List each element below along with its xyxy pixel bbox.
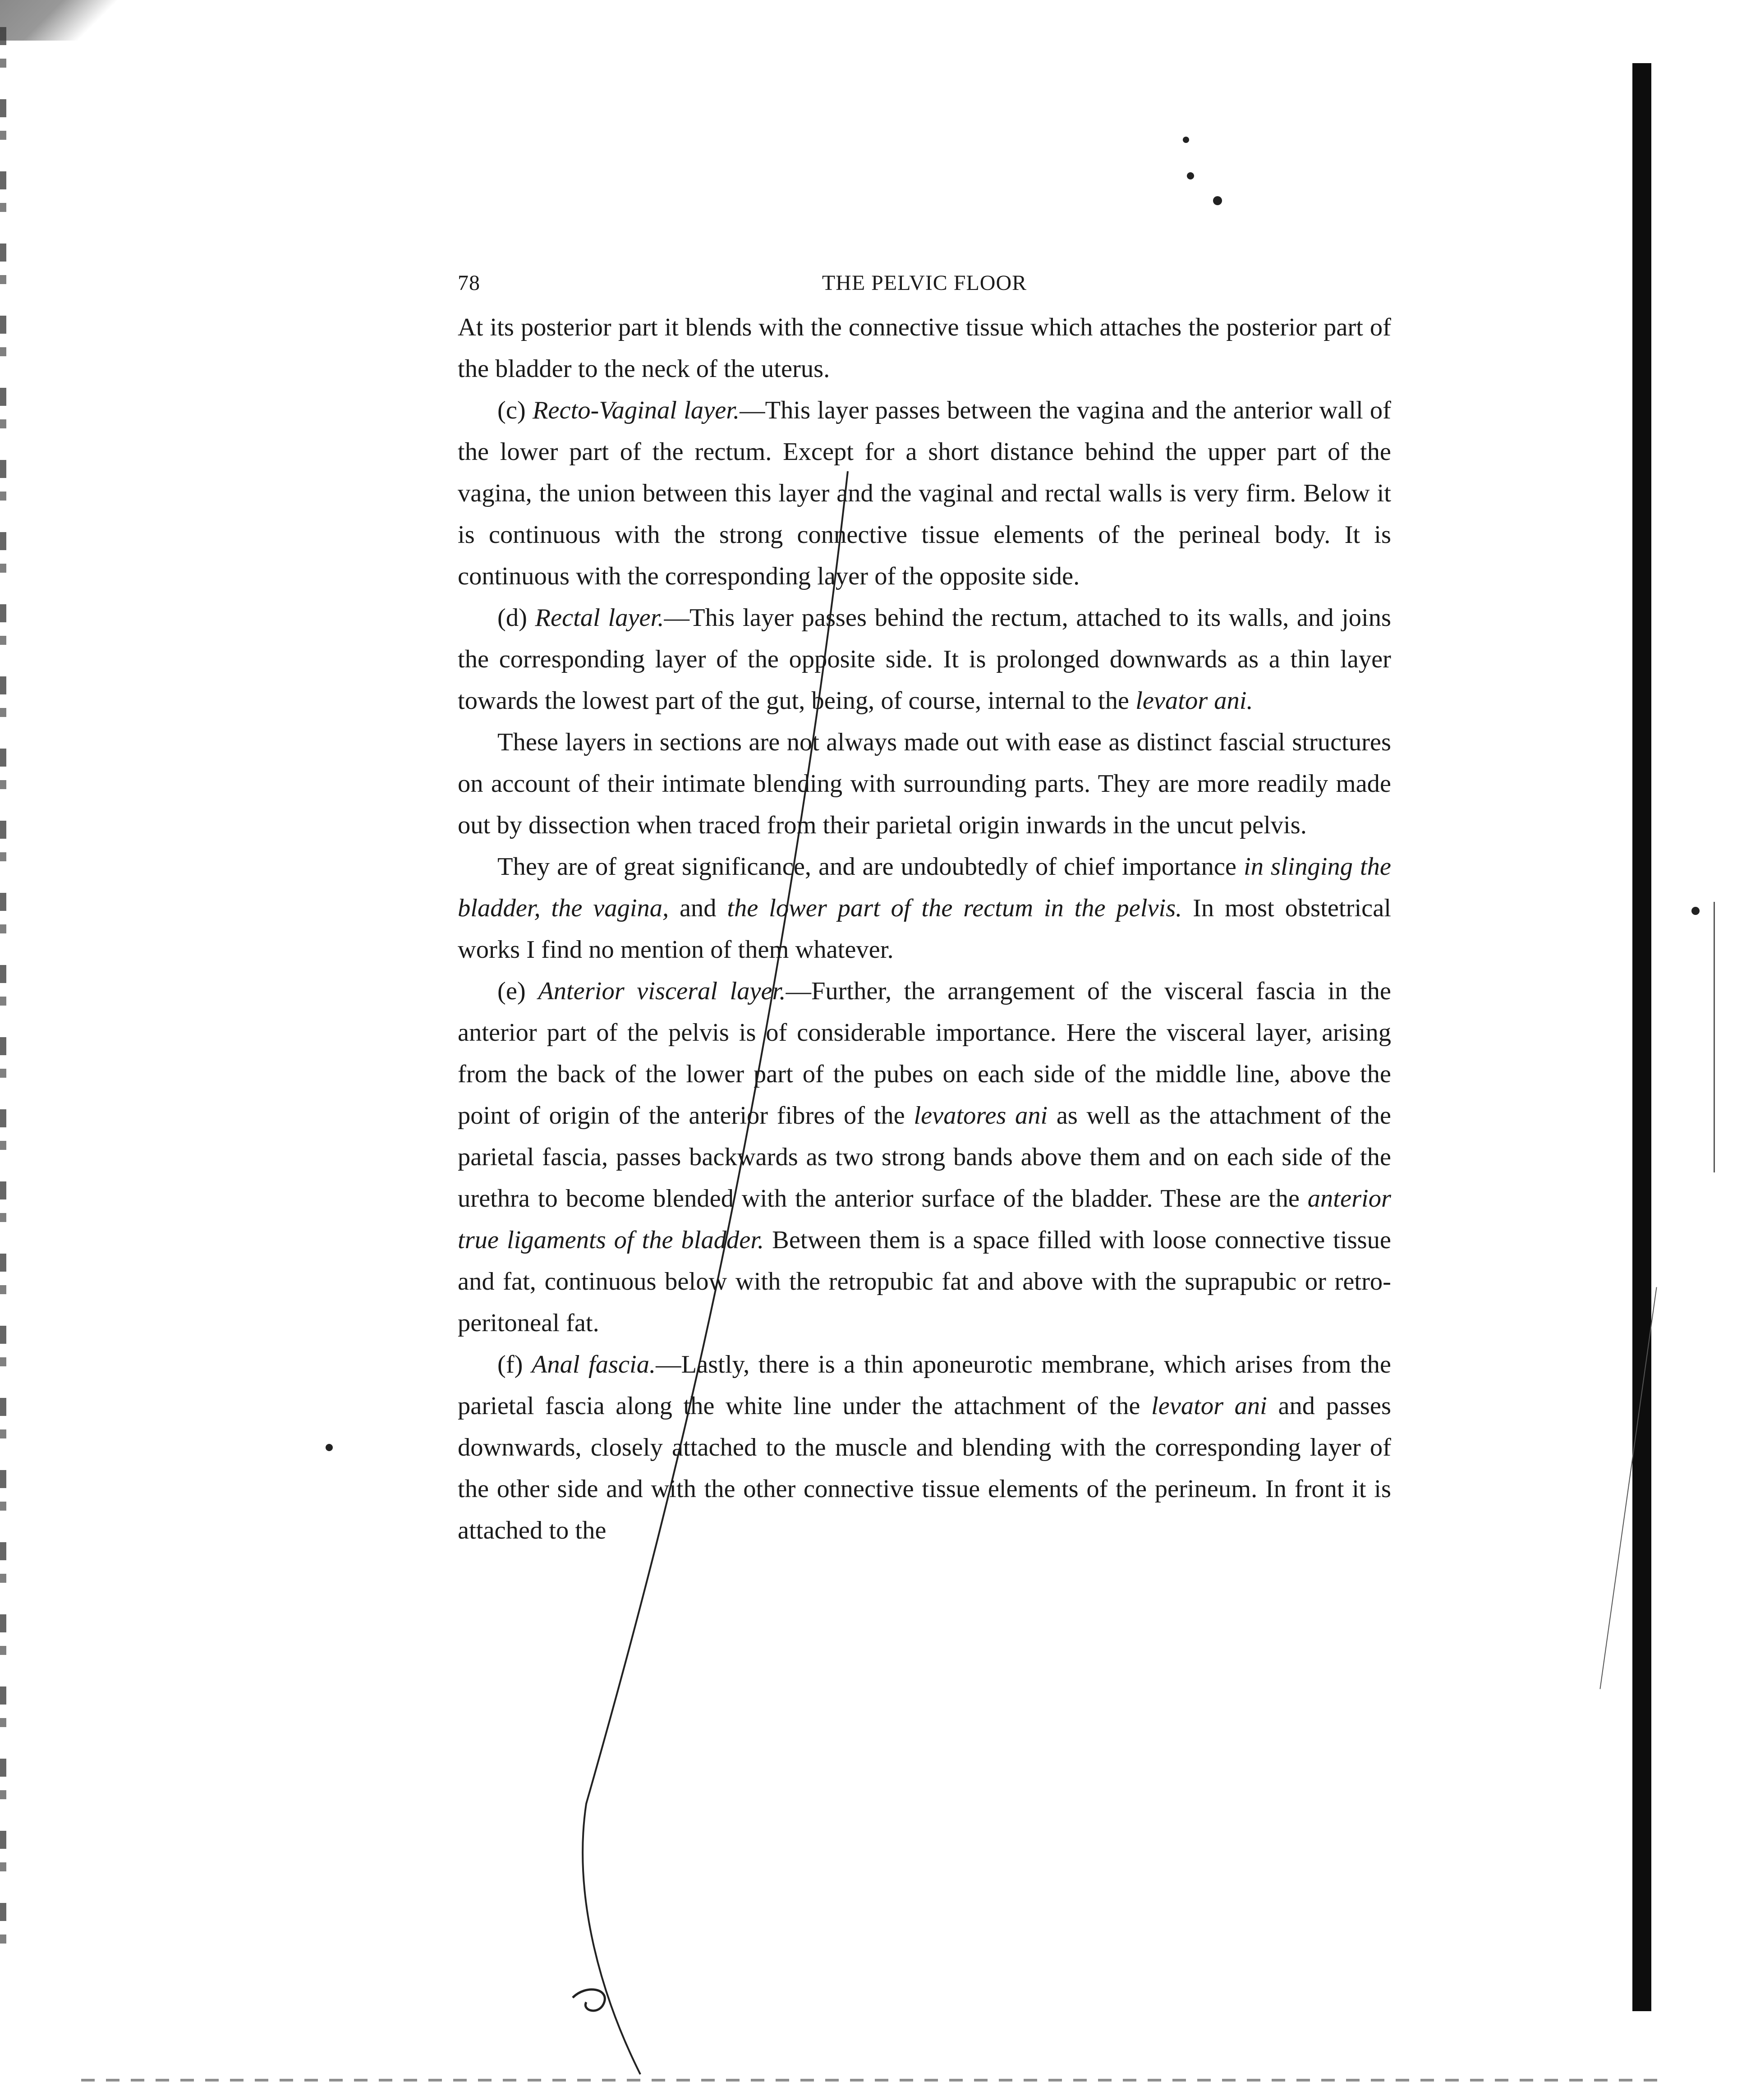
text-run: They are of great significance, and are undoubtedly of chief importance <box>497 853 1244 881</box>
italic-text: levator ani. <box>1135 687 1253 715</box>
text-run: and <box>669 894 727 922</box>
text-run: (f) <box>497 1351 532 1379</box>
text-run: These layers in sections are not always made out with ease as distinct fascial structures on account of their intimate blending with surrounding parts. They are more readily made out by dissection when traced from their parietal origin inwards in the uncut pelvis. <box>458 728 1391 839</box>
text-run: (e) <box>497 977 538 1005</box>
text-run: At its posterior part it blends with the connective tissue which attaches the posterior part of the bladder to the neck of the uterus. <box>458 313 1391 383</box>
italic-text: Anal fascia. <box>531 1351 656 1379</box>
margin-mark-right <box>1714 902 1715 1172</box>
body-text <box>458 307 1391 1551</box>
paragraph <box>458 597 1391 721</box>
paragraph <box>458 970 1391 1344</box>
scan-binding-edge <box>0 27 6 1966</box>
text-run: and passes downwards, closely attached to the muscle and blending with the corresponding layer of the other side and with the other connective tissue elements of the perineum. In front it is attached to the <box>458 1392 1391 1544</box>
paragraph <box>458 846 1391 970</box>
running-header <box>458 266 1391 307</box>
text-run: as well as the attachment of the parietal fascia, passes backwards as two strong bands above them and on each side of the urethra to become blended with the anterior surface of the bladder. These are the <box>458 1102 1392 1213</box>
page-number: 78 <box>458 271 480 295</box>
italic-text: Recto-Vaginal layer. <box>532 396 740 424</box>
text-run: (d) <box>497 604 535 632</box>
italic-text: in slinging the bladder, the vagina, <box>458 853 1392 922</box>
italic-text: levator ani <box>1151 1392 1267 1420</box>
scan-dark-edge-right <box>1632 63 1651 2011</box>
text-run: Between them is a space filled with loose connective tissue and fat, continuous below with the retropubic fat and above with the suprapubic or retro-peritoneal fat. <box>458 1226 1391 1337</box>
book-page <box>458 266 1391 1551</box>
text-run: —Lastly, there is a thin aponeurotic membrane, which arises from the parietal fascia along the white line under the attachment of the <box>458 1351 1391 1420</box>
scan-shadow-top-left <box>0 0 117 41</box>
text-run: In most obstetrical works I find no mention of them whatever. <box>458 894 1391 964</box>
italic-text: anterior true ligaments of the bladder. <box>458 1185 1391 1254</box>
paragraph <box>458 1344 1391 1551</box>
italic-text: Anterior visceral layer. <box>538 977 786 1005</box>
italic-text: Rectal layer. <box>535 604 664 632</box>
text-run: —This layer passes behind the rectum, attached to its walls, and joins the corresponding layer of the opposite side. It is prolonged downwards as a thin layer towards the lowest part of the gut, being, of course, internal to the <box>458 604 1391 715</box>
paragraph <box>458 721 1391 846</box>
text-run: —This layer passes between the vagina and the anterior wall of the lower part of the rectum. Except for a short distance behind the upper part of the vagina, the union between this layer and the vaginal and rectal walls is very firm. Below it is continuous with the strong connective tissue elements of the perineal body. It is continuous with the corresponding layer of the opposite side. <box>458 396 1391 590</box>
italic-text: the lower part of the rectum in the pelvis. <box>727 894 1182 922</box>
running-title: THE PELVIC FLOOR <box>822 271 1027 295</box>
italic-text: levatores ani <box>914 1102 1048 1130</box>
paragraph <box>458 390 1391 597</box>
paragraph <box>458 307 1391 390</box>
scan-edge-bottom <box>81 2079 1659 2082</box>
text-run: (c) <box>497 396 533 424</box>
text-run: —Further, the arrangement of the visceral fascia in the anterior part of the pelvis is of considerable importance. Here the visceral layer, arising from the back of the lower part of the pubes on each side of the middle line, above the point of origin of the anterior fibres of the <box>458 977 1391 1130</box>
